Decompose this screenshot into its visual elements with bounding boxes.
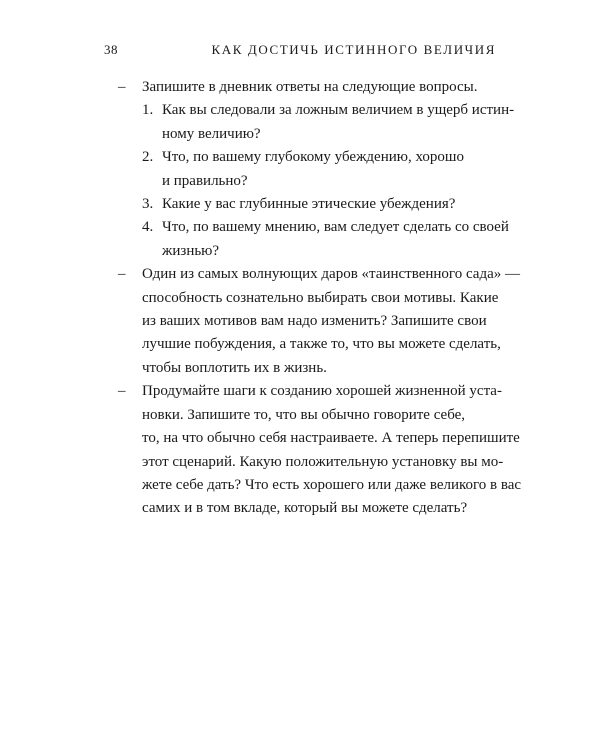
item-number: 4. bbox=[142, 219, 154, 236]
item-number: 1. bbox=[142, 102, 154, 119]
list-item-life-attitude bbox=[104, 380, 522, 520]
text-line: и правильно? bbox=[162, 172, 248, 189]
text-line: лучшие побуждения, а также то, что вы можете сделать, bbox=[142, 336, 501, 353]
text-line: ному величию? bbox=[162, 125, 261, 142]
numbered-item-4 bbox=[142, 216, 509, 263]
text-line: чтобы воплотить их в жизнь. bbox=[142, 359, 327, 376]
text-line: самих и в том вкладе, который вы можете сделать? bbox=[142, 500, 468, 517]
text-line: новки. Запишите то, что вы обычно говорите себе, bbox=[142, 406, 466, 423]
text-line: способность сознательно выбирать свои мотивы. Какие bbox=[142, 289, 499, 306]
dash-bullet: – bbox=[118, 383, 126, 400]
text-line: жете себе дать? Что есть хорошего или даже великого в вас bbox=[142, 476, 522, 493]
list-item-journal-questions bbox=[104, 76, 515, 263]
numbered-item-1 bbox=[142, 99, 515, 146]
text-line: Как вы следовали за ложным величием в ущерб истин- bbox=[162, 102, 515, 119]
numbered-item-2 bbox=[142, 146, 504, 193]
text-line: то, на что обычно себя настраиваете. А теперь перепишите bbox=[142, 430, 520, 447]
text-line: Один из самых волнующих даров «таинственного сада» — bbox=[142, 266, 520, 283]
text-line: Продумайте шаги к созданию хорошей жизненной уста- bbox=[142, 383, 502, 400]
numbered-item-3 bbox=[142, 193, 504, 216]
text-line: из ваших мотивов вам надо изменить? Запишите свои bbox=[142, 313, 487, 330]
running-head: КАК ДОСТИЧЬ ИСТИННОГО ВЕЛИЧИЯ bbox=[211, 42, 496, 57]
page-body bbox=[104, 76, 522, 521]
text-line: Что, по вашему мнению, вам следует сделать со своей bbox=[162, 219, 509, 236]
list-item-motives bbox=[104, 263, 520, 380]
text-line: жизнью? bbox=[162, 242, 220, 259]
text-line: Запишите в дневник ответы на следующие вопросы. bbox=[142, 79, 478, 95]
dash-bullet: – bbox=[118, 79, 126, 95]
page-header bbox=[104, 42, 496, 62]
page-number: 38 bbox=[104, 42, 118, 57]
text-line: Что, по вашему глубокому убеждению, хорошо bbox=[162, 149, 464, 166]
text-line: этот сценарий. Какую положительную установку вы мо- bbox=[142, 453, 504, 470]
text-line: Какие у вас глубинные этические убеждения? bbox=[162, 196, 456, 213]
item-number: 2. bbox=[142, 149, 154, 166]
item-number: 3. bbox=[142, 196, 154, 213]
dash-bullet: – bbox=[118, 266, 126, 283]
numbered-list bbox=[142, 99, 515, 263]
